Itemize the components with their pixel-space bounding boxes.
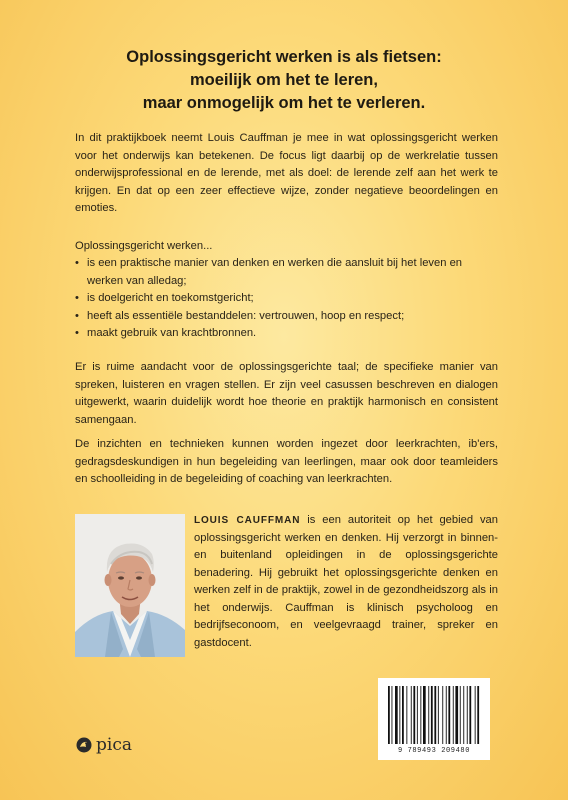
feature-list xyxy=(75,255,498,343)
pica-bird-icon xyxy=(76,737,92,753)
list-item: • maakt gebruik van krachtbronnen. xyxy=(75,325,498,343)
author-bio-text: is een autoriteit op het gebied van oplossingsgericht werken en denken. Hij verzorgt in binnen- en buitenland opleidingen in de oplossingsgerichte benadering. Hij gebruikt het oplossingsgerichte denken en werken zelf in de praktijk, zowel in de gezondheidszorg als in het onderwijs. Cauffman is klinisch psycholoog en bedrijfseconoom, en veelgevraagd trainer, spreker en gastdocent. xyxy=(194,514,498,649)
publisher-name: pica xyxy=(96,735,132,755)
author-bio xyxy=(194,512,498,652)
intro-paragraph: In dit praktijkboek neemt Louis Cauffman je mee in wat oplossingsgericht werken voor het onderwijs kan betekenen. De focus ligt daarbij op de werkrelatie tussen onderwijsprofessional en de lerende, met als doel: de lerende zelf aan het werk te krijgen. En dat op een zeer effectieve wijze, zonder negatieve beoordelingen en emoties. xyxy=(75,132,498,214)
barcode-bars-image xyxy=(378,678,490,748)
author-name: LOUIS CAUFFMAN xyxy=(194,515,301,526)
isbn-number: 9 789493 209480 xyxy=(397,747,470,755)
list-intro: Oplossingsgericht werken... xyxy=(75,240,213,252)
language-paragraph: Er is ruime aandacht voor de oplossingsgerichte taal; de specifieke manier van spreken, luisteren en vragen stellen. Er zijn veel casussen beschreven en dialogen uitgewerkt, waarin duidelijk wordt hoe theorie en praktijk harmonisch en consistent samengaan. xyxy=(75,361,498,426)
list-item: • is een praktische manier van denken en werken die aansluit bij het leven en werken van alledag; xyxy=(75,255,498,290)
headline-line-3: maar onmogelijk om het te verleren. xyxy=(142,94,426,112)
list-item: • heeft als essentiële bestanddelen: vertrouwen, hoop en respect; xyxy=(75,308,498,326)
headline-line-1: Oplossingsgericht werken is als fietsen: xyxy=(126,48,442,66)
audience-paragraph: De inzichten en technieken kunnen worden ingezet door leerkrachten, ib'ers, gedragsdeskundigen in hun begeleiding van leerlingen, maar ook door teamleiders en schoolleiding in de begeleiding of coaching van leerkrachten. xyxy=(75,438,498,485)
headline xyxy=(0,46,568,115)
headline-line-2: moeilijk om het te leren, xyxy=(190,71,378,89)
list-item: • is doelgericht en toekomstgericht; xyxy=(75,290,498,308)
author-photo xyxy=(75,514,185,657)
author-portrait-image xyxy=(75,514,185,657)
publisher-logo xyxy=(76,735,132,755)
isbn-barcode xyxy=(378,678,490,760)
